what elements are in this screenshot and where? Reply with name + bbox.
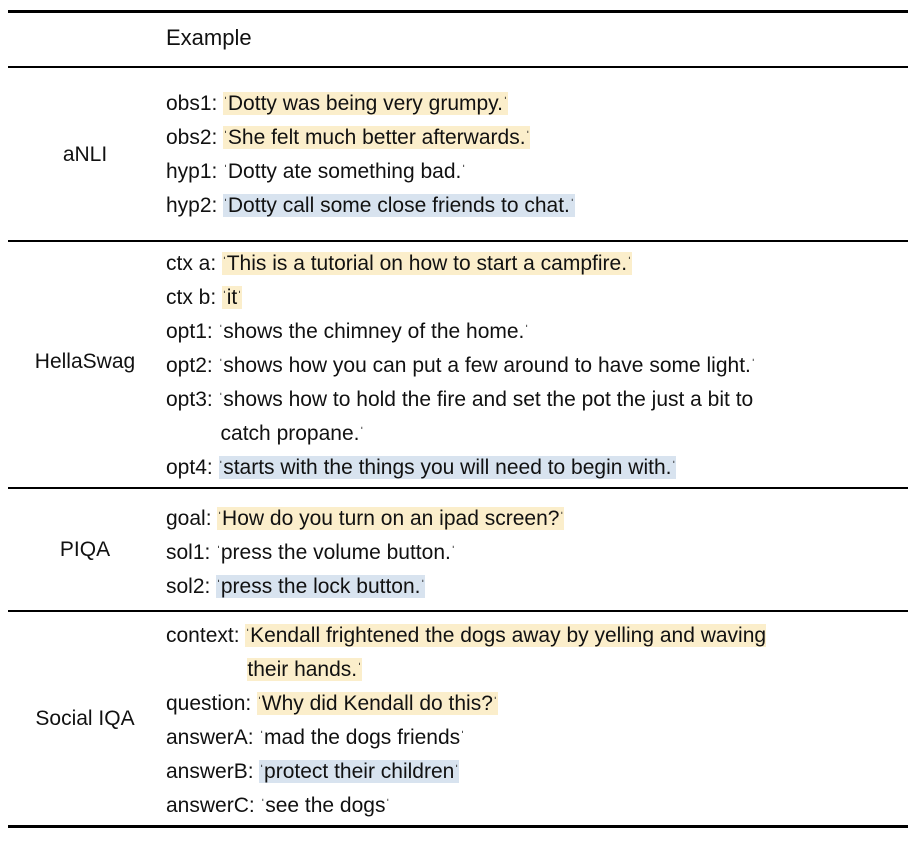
field-value: [259, 726, 464, 749]
value-text: shows how you can put a few around to have some light.: [223, 354, 751, 377]
value-text: Dotty call some close friends to chat.: [227, 194, 570, 217]
value-text: Dotty ate something bad.: [227, 160, 462, 183]
row-separator: [8, 487, 908, 489]
field-key: hyp2:: [166, 194, 224, 217]
example-line: [166, 787, 390, 821]
field-value: [221, 422, 365, 445]
example-line: [166, 153, 466, 187]
value-text: press the lock button.: [220, 575, 421, 598]
close-quote: ˈ: [450, 543, 456, 559]
dataset-label: HellaSwag: [34, 350, 136, 373]
example-line: [166, 534, 456, 568]
open-quote: ˈ: [218, 390, 224, 406]
table-bottom-rule: [8, 825, 908, 828]
row-separator: [8, 240, 908, 242]
value-text: How do you turn on an ipad screen?: [222, 507, 560, 530]
field-key: hyp1:: [166, 160, 224, 183]
field-value: [245, 624, 766, 647]
example-line: [166, 119, 530, 153]
field-value: [261, 794, 391, 817]
example-line: [166, 449, 676, 483]
value-text: Why did Kendall do this?: [261, 692, 493, 715]
field-key: opt4:: [166, 456, 219, 479]
close-quote: ˈ: [525, 128, 531, 144]
close-quote: ˈ: [627, 254, 632, 270]
dataset-label: PIQA: [59, 538, 111, 561]
value-text: shows how to hold the fire and set the pot the just a bit to: [223, 388, 754, 411]
field-value: [219, 456, 677, 479]
open-quote: ˈ: [216, 543, 221, 559]
field-value: [222, 286, 242, 309]
value-text: Kendall frightened the dogs away by yelling and waving: [250, 624, 767, 647]
field-value: [216, 575, 425, 598]
open-quote: ˈ: [245, 626, 251, 642]
dataset-label: aNLI: [62, 143, 108, 166]
example-line: [166, 187, 575, 221]
example-line: [166, 617, 766, 651]
field-key: ctx a:: [166, 252, 223, 275]
close-quote: ˈ: [357, 660, 362, 676]
open-quote: ˈ: [259, 762, 265, 778]
field-value: [223, 126, 530, 149]
value-text: it: [226, 286, 238, 309]
example-line: [166, 245, 632, 279]
field-key: opt1:: [166, 320, 219, 343]
close-quote: ˈ: [237, 288, 242, 304]
close-quote: ˈ: [502, 94, 508, 110]
close-quote: ˈ: [420, 577, 426, 593]
field-key: answerA:: [166, 726, 260, 749]
field-value: [223, 92, 507, 115]
field-value: [217, 507, 564, 530]
example-line: [166, 500, 564, 534]
field-key: ctx b:: [166, 286, 223, 309]
field-key: goal:: [166, 507, 218, 530]
field-value: [257, 692, 497, 715]
field-value: [223, 160, 466, 183]
example-line: [166, 753, 459, 787]
value-text: shows the chimney of the home.: [223, 320, 525, 343]
value-text: She felt much better afterwards.: [227, 126, 526, 149]
open-quote: ˈ: [216, 577, 221, 593]
close-quote: ˈ: [569, 196, 575, 212]
row-separator: [8, 610, 908, 612]
example-line-continuation: [221, 415, 365, 449]
close-quote: ˈ: [460, 728, 465, 744]
example-line: [166, 313, 529, 347]
open-quote: ˈ: [222, 288, 227, 304]
open-quote: ˈ: [260, 796, 266, 812]
field-key: answerB:: [166, 760, 260, 783]
field-key: obs2:: [166, 126, 224, 149]
close-quote: ˈ: [461, 162, 467, 178]
open-quote: ˈ: [259, 728, 265, 744]
example-line: [166, 347, 756, 381]
column-header-example: Example: [166, 25, 252, 50]
example-line: [166, 568, 425, 602]
example-line: [166, 719, 465, 753]
field-key: opt2:: [166, 354, 219, 377]
close-quote: ˈ: [359, 424, 365, 440]
field-key: context:: [166, 624, 246, 647]
field-value: [259, 760, 459, 783]
value-text: mad the dogs friends: [264, 726, 461, 749]
value-text: their hands.: [247, 658, 358, 681]
dataset-label: Social IQA: [35, 707, 135, 730]
example-line: [166, 381, 753, 415]
value-text: starts with the things you will need to begin with.: [223, 456, 672, 479]
table-top-rule: [8, 10, 908, 13]
header-rule: [8, 66, 908, 68]
value-text: press the volume button.: [220, 541, 451, 564]
field-value: [219, 320, 530, 343]
open-quote: ˈ: [222, 254, 227, 270]
field-key: sol1:: [166, 541, 217, 564]
field-key: obs1:: [166, 92, 224, 115]
open-quote: ˈ: [223, 94, 228, 110]
close-quote: ˈ: [454, 762, 459, 778]
open-quote: ˈ: [218, 322, 224, 338]
close-quote: ˈ: [671, 458, 677, 474]
field-value: [216, 541, 455, 564]
example-line: [166, 85, 508, 119]
field-key: opt3:: [166, 388, 219, 411]
field-key: question:: [166, 692, 258, 715]
field-value: [223, 194, 574, 217]
example-line: [166, 279, 242, 313]
close-quote: ˈ: [385, 796, 391, 812]
open-quote: ˈ: [218, 458, 224, 474]
close-quote: ˈ: [524, 322, 530, 338]
open-quote: ˈ: [218, 356, 224, 372]
close-quote: ˈ: [492, 694, 498, 710]
value-text: This is a tutorial on how to start a campfire.: [226, 252, 628, 275]
field-key: sol2:: [166, 575, 217, 598]
open-quote: ˈ: [217, 509, 223, 525]
open-quote: ˈ: [223, 162, 228, 178]
open-quote: ˈ: [257, 694, 262, 710]
field-value: [247, 658, 361, 681]
value-text: see the dogs: [265, 794, 386, 817]
example-line: [166, 685, 498, 719]
open-quote: ˈ: [223, 196, 228, 212]
close-quote: ˈ: [750, 356, 756, 372]
example-line-continuation: [247, 651, 361, 685]
close-quote: ˈ: [559, 509, 565, 525]
field-value: [219, 354, 756, 377]
field-value: [219, 388, 754, 411]
field-value: [222, 252, 632, 275]
field-key: answerC:: [166, 794, 261, 817]
value-text: catch propane.: [220, 422, 360, 445]
value-text: Dotty was being very grumpy.: [227, 92, 503, 115]
value-text: protect their children: [264, 760, 455, 783]
open-quote: ˈ: [223, 128, 228, 144]
